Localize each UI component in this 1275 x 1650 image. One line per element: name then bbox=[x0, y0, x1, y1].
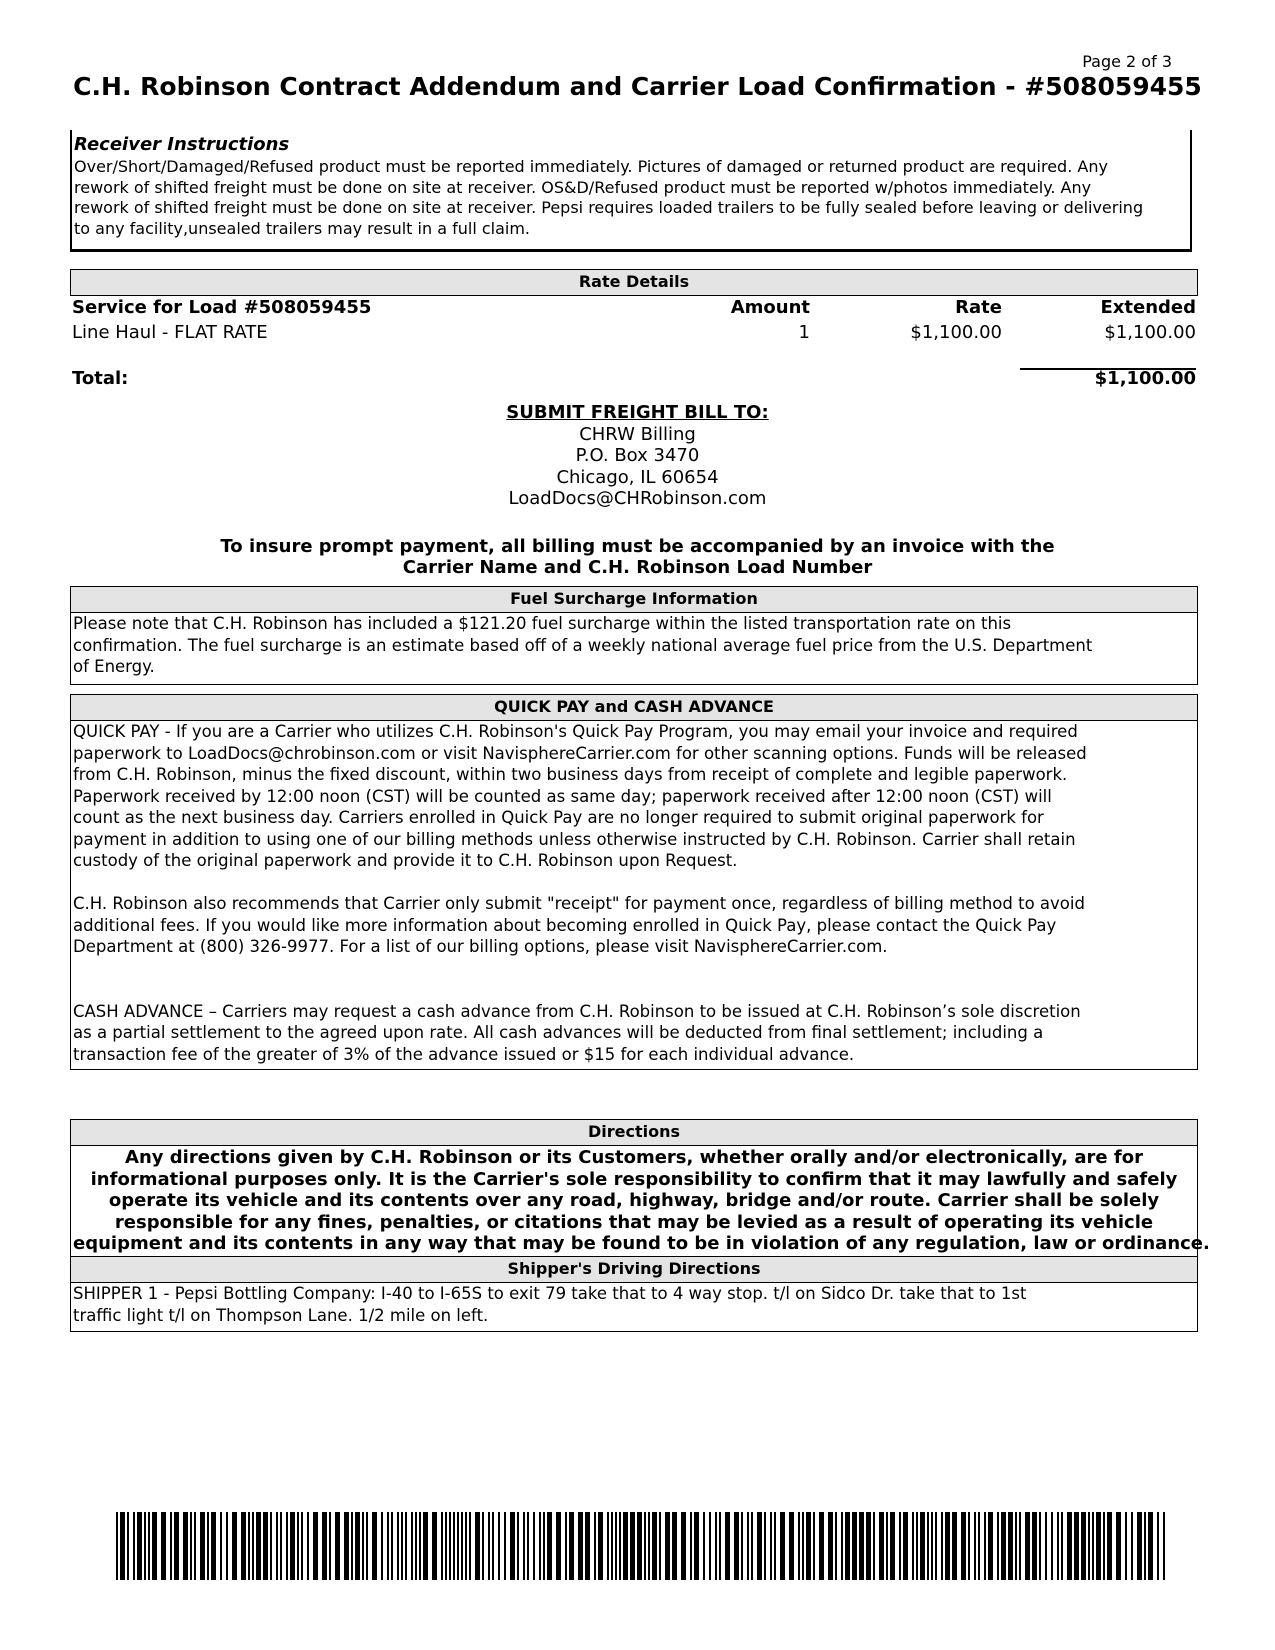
billing-note bbox=[100, 536, 1175, 578]
barcode-bar bbox=[912, 1512, 914, 1580]
barcode-bar bbox=[1163, 1512, 1165, 1580]
barcode-bar bbox=[1131, 1512, 1133, 1580]
barcode-bar bbox=[527, 1512, 529, 1580]
text-line: Please note that C.H. Robinson has included a $121.20 fuel surcharge within the listed transportation rate on this bbox=[73, 614, 1012, 633]
barcode-bar bbox=[144, 1512, 146, 1580]
barcode-bar bbox=[241, 1512, 246, 1580]
shipper-directions-text bbox=[70, 1282, 1198, 1332]
text-line: Carrier Name and C.H. Robinson Load Number bbox=[402, 557, 873, 578]
text-line: QUICK PAY - If you are a Carrier who utilizes C.H. Robinson's Quick Pay Program, you may email your invoice and required bbox=[73, 722, 1078, 741]
barcode-bar bbox=[709, 1512, 711, 1580]
barcode-bar bbox=[770, 1512, 772, 1580]
barcode-bar bbox=[313, 1512, 318, 1580]
barcode-bar bbox=[183, 1512, 188, 1580]
barcode-bar bbox=[419, 1512, 421, 1580]
barcode-bar bbox=[899, 1512, 901, 1580]
barcode-bar bbox=[1067, 1512, 1072, 1580]
text-line: custody of the original paperwork and provide it to C.H. Robinson upon Request. bbox=[73, 851, 738, 870]
barcode-bar bbox=[469, 1512, 471, 1580]
barcode-bar bbox=[401, 1512, 403, 1580]
barcode-bar bbox=[565, 1512, 567, 1580]
barcode-bar bbox=[813, 1512, 815, 1580]
barcode-bar bbox=[280, 1512, 282, 1580]
barcode-bar bbox=[719, 1512, 721, 1580]
address-line: Chicago, IL 60654 bbox=[556, 466, 719, 488]
barcode-bar bbox=[734, 1512, 739, 1580]
address-line: P.O. Box 3470 bbox=[575, 445, 700, 466]
barcode-bar bbox=[681, 1512, 686, 1580]
extended-column-header: Extended bbox=[1100, 297, 1196, 318]
barcode-bar bbox=[828, 1512, 833, 1580]
barcode-bar bbox=[789, 1512, 794, 1580]
text-line: Over/Short/Damaged/Refused product must be reported immediately. Pictures of damaged or returned product are required. Any bbox=[74, 157, 1108, 176]
directions-heading: Directions bbox=[70, 1119, 1198, 1146]
barcode-bar bbox=[1125, 1512, 1127, 1580]
text-line: traffic light t/l on Thompson Lane. 1/2 mile on left. bbox=[73, 1305, 489, 1325]
barcode-bar bbox=[725, 1512, 730, 1580]
barcode-bar bbox=[498, 1512, 500, 1580]
barcode-bar bbox=[774, 1512, 776, 1580]
barcode-bar bbox=[1092, 1512, 1094, 1580]
text-line: rework of shifted freight must be done on site at receiver. OS&D/Refused product must be reported w/photos immediately. Any bbox=[74, 177, 1092, 197]
barcode-bar bbox=[263, 1512, 268, 1580]
barcode-bar bbox=[116, 1512, 118, 1580]
barcode-bar bbox=[757, 1512, 762, 1580]
barcode-bar bbox=[351, 1512, 353, 1580]
barcode-bar bbox=[935, 1512, 937, 1580]
barcode-bar bbox=[715, 1512, 717, 1580]
barcode-bar bbox=[556, 1512, 561, 1580]
barcode-bar bbox=[941, 1512, 943, 1580]
extended-cell: $1,100.00 bbox=[1104, 322, 1196, 343]
barcode-bar bbox=[886, 1512, 888, 1580]
barcode-bar bbox=[504, 1512, 506, 1580]
barcode-bar bbox=[517, 1512, 519, 1580]
amount-cell: 1 bbox=[798, 322, 810, 343]
barcode-bar bbox=[841, 1512, 843, 1580]
receiver-instructions-text bbox=[74, 157, 1190, 239]
text-line: from C.H. Robinson, minus the fixed discount, within two business days from receipt of complete and legible paperwork. bbox=[73, 765, 1068, 784]
barcode-bar bbox=[931, 1512, 933, 1580]
service-cell: Line Haul - FLAT RATE bbox=[72, 322, 268, 343]
barcode-bar bbox=[329, 1512, 331, 1580]
barcode-bar bbox=[1039, 1512, 1041, 1580]
barcode-bar bbox=[307, 1512, 309, 1580]
barcode-bar bbox=[968, 1512, 970, 1580]
barcode-bar bbox=[997, 1512, 999, 1580]
barcode-bar bbox=[659, 1512, 661, 1580]
rate-details-heading: Rate Details bbox=[70, 269, 1198, 296]
text-line: Any directions given by C.H. Robinson or its Customers, whether orally and/or electronically, are for bbox=[125, 1147, 1143, 1168]
barcode-bar bbox=[133, 1512, 135, 1580]
fuel-surcharge-text bbox=[70, 612, 1198, 685]
barcode-bar bbox=[322, 1512, 327, 1580]
barcode-bar bbox=[703, 1512, 705, 1580]
text-line: rework of shifted freight must be done on site at receiver. Pepsi requires loaded trailers to be fully sealed before leaving or delivering bbox=[74, 198, 1144, 217]
text-line: CASH ADVANCE – Carriers may request a cash advance from C.H. Robinson to be issued at C.H. Robinson’s sole discretion bbox=[73, 1001, 1081, 1021]
service-column-header: Service for Load #508059455 bbox=[72, 297, 372, 318]
text-line: Paperwork received by 12:00 noon (CST) will be counted as same day; paperwork received after 12:00 noon (CST) will bbox=[73, 786, 1052, 806]
barcode-bar bbox=[764, 1512, 766, 1580]
barcode-bar bbox=[1074, 1512, 1079, 1580]
barcode-bar bbox=[961, 1512, 966, 1580]
page-number: Page 2 of 3 bbox=[1082, 52, 1172, 71]
text-line: informational purposes only. It is the Carrier's sole responsibility to confirm that it may lawfully and safely bbox=[90, 1168, 1178, 1190]
barcode-bar bbox=[598, 1512, 603, 1580]
barcode-bar bbox=[445, 1512, 447, 1580]
barcode-bar bbox=[1148, 1512, 1153, 1580]
barcode-bar bbox=[978, 1512, 980, 1580]
barcode-bar bbox=[1096, 1512, 1101, 1580]
barcode-bar bbox=[335, 1512, 340, 1580]
cash-advance-paragraph bbox=[73, 1001, 1195, 1066]
barcode-bar bbox=[453, 1512, 455, 1580]
barcode-bar bbox=[694, 1512, 699, 1580]
barcode-bar bbox=[1045, 1512, 1047, 1580]
barcode-bar bbox=[845, 1512, 850, 1580]
barcode-bar bbox=[637, 1512, 642, 1580]
barcode-bar bbox=[1025, 1512, 1030, 1580]
freight-bill-heading: SUBMIT FREIGHT BILL TO: bbox=[506, 402, 769, 423]
barcode-bar bbox=[220, 1512, 222, 1580]
barcode-bar bbox=[1107, 1512, 1112, 1580]
text-line: additional fees. If you would like more information about becoming enrolled in Quick Pay, please contact the Quick Pay bbox=[73, 915, 1057, 935]
barcode-bar bbox=[226, 1512, 228, 1580]
barcode-bar bbox=[648, 1512, 650, 1580]
barcode-bar bbox=[890, 1512, 895, 1580]
barcode-bar bbox=[672, 1512, 677, 1580]
barcode-bar bbox=[1032, 1512, 1037, 1580]
barcode-bar bbox=[523, 1512, 525, 1580]
barcode-bar bbox=[475, 1512, 480, 1580]
text-line: equipment and its contents in any way that may be found to be in violation of any regulation, law or ordinance. bbox=[73, 1233, 1210, 1254]
barcode-bar bbox=[578, 1512, 583, 1580]
barcode-bar bbox=[161, 1512, 166, 1580]
barcode-bar bbox=[988, 1512, 993, 1580]
receiver-instructions-heading: Receiver Instructions bbox=[74, 134, 290, 155]
barcode-bar bbox=[286, 1512, 288, 1580]
directions-disclaimer bbox=[70, 1145, 1210, 1257]
barcode-bar bbox=[1103, 1512, 1105, 1580]
barcode-bar bbox=[1061, 1512, 1063, 1580]
barcode-bar bbox=[652, 1512, 657, 1580]
text-line: SHIPPER 1 - Pepsi Bottling Company: I-40 to I-65S to exit 79 take that to 4 way stop. t/l on Sidco Dr. take that to 1st bbox=[73, 1284, 1027, 1303]
barcode-bar bbox=[405, 1512, 407, 1580]
barcode-bar bbox=[200, 1512, 205, 1580]
barcode-bar bbox=[174, 1512, 179, 1580]
barcode-bar bbox=[482, 1512, 484, 1580]
text-line: to any facility,unsealed trailers may result in a full claim. bbox=[74, 218, 531, 238]
address-line: CHRW Billing bbox=[579, 423, 696, 445]
barcode-bar bbox=[120, 1512, 125, 1580]
barcode-bar bbox=[1144, 1512, 1146, 1580]
barcode-bar bbox=[1015, 1512, 1017, 1580]
barcode-bar bbox=[852, 1512, 857, 1580]
barcode-bar bbox=[952, 1512, 957, 1580]
barcode-bar bbox=[916, 1512, 918, 1580]
barcode-bar bbox=[127, 1512, 129, 1580]
billing-email: LoadDocs@CHRobinson.com bbox=[508, 488, 767, 509]
quick-pay-text bbox=[70, 720, 1198, 1070]
shipper-directions-heading: Shipper's Driving Directions bbox=[70, 1256, 1198, 1283]
barcode bbox=[116, 1512, 1168, 1580]
barcode-bar bbox=[387, 1512, 389, 1580]
barcode-bar bbox=[690, 1512, 692, 1580]
barcode-bar bbox=[256, 1512, 261, 1580]
barcode-bar bbox=[397, 1512, 399, 1580]
barcode-bar bbox=[457, 1512, 459, 1580]
amount-column-header: Amount bbox=[730, 297, 810, 318]
barcode-bar bbox=[802, 1512, 804, 1580]
barcode-bar bbox=[355, 1512, 360, 1580]
text-line: transaction fee of the greater of 3% of the advance issued or $15 for each individual advance. bbox=[73, 1044, 855, 1064]
barcode-graphic bbox=[116, 1512, 1168, 1580]
quick-pay-heading: QUICK PAY and CASH ADVANCE bbox=[70, 694, 1198, 721]
barcode-bar bbox=[276, 1512, 278, 1580]
barcode-bar bbox=[411, 1512, 413, 1580]
barcode-bar bbox=[539, 1512, 541, 1580]
barcode-bar bbox=[232, 1512, 237, 1580]
barcode-bar bbox=[510, 1512, 515, 1580]
text-line: payment in addition to using one of our billing methods unless otherwise instructed by C.H. Robinson. Carrier shall retain bbox=[73, 829, 1076, 849]
barcode-bar bbox=[619, 1512, 621, 1580]
barcode-bar bbox=[615, 1512, 617, 1580]
barcode-bar bbox=[1001, 1512, 1006, 1580]
text-line: To insure prompt payment, all billing must be accompanied by an invoice with the bbox=[220, 536, 1055, 557]
barcode-bar bbox=[297, 1512, 299, 1580]
text-line: C.H. Robinson also recommends that Carrier only submit "receipt" for payment once, regardless of billing method to avoid bbox=[73, 894, 1085, 913]
barcode-bar bbox=[751, 1512, 753, 1580]
barcode-bar bbox=[569, 1512, 574, 1580]
barcode-bar bbox=[362, 1512, 364, 1580]
barcode-bar bbox=[190, 1512, 192, 1580]
barcode-bar bbox=[623, 1512, 628, 1580]
receiver-instructions bbox=[70, 130, 1192, 252]
text-line: confirmation. The fuel surcharge is an estimate based off of a weekly national average fuel price from the U.S. Department bbox=[73, 635, 1093, 655]
barcode-bar bbox=[344, 1512, 349, 1580]
barcode-bar bbox=[449, 1512, 451, 1580]
barcode-bar bbox=[270, 1512, 272, 1580]
barcode-bar bbox=[630, 1512, 635, 1580]
barcode-bar bbox=[461, 1512, 463, 1580]
barcode-bar bbox=[665, 1512, 670, 1580]
barcode-bar bbox=[974, 1512, 976, 1580]
barcode-bar bbox=[391, 1512, 393, 1580]
barcode-bar bbox=[644, 1512, 646, 1580]
barcode-bar bbox=[290, 1512, 295, 1580]
total-value: $1,100.00 bbox=[1094, 368, 1196, 389]
text-line: of Energy. bbox=[73, 657, 155, 676]
barcode-bar bbox=[1137, 1512, 1142, 1580]
barcode-bar bbox=[920, 1512, 925, 1580]
barcode-bar bbox=[152, 1512, 157, 1580]
total-label: Total: bbox=[72, 368, 129, 389]
barcode-bar bbox=[533, 1512, 535, 1580]
barcode-bar bbox=[798, 1512, 800, 1580]
barcode-bar bbox=[488, 1512, 490, 1580]
document-title: C.H. Robinson Contract Addendum and Carrier Load Confirmation - #508059455 bbox=[73, 72, 1202, 101]
barcode-bar bbox=[207, 1512, 209, 1580]
barcode-bar bbox=[547, 1512, 552, 1580]
barcode-bar bbox=[607, 1512, 609, 1580]
barcode-bar bbox=[594, 1512, 596, 1580]
barcode-bar bbox=[945, 1512, 950, 1580]
barcode-bar bbox=[543, 1512, 545, 1580]
barcode-bar bbox=[585, 1512, 590, 1580]
barcode-bar bbox=[806, 1512, 811, 1580]
barcode-bar bbox=[194, 1512, 196, 1580]
barcode-bar bbox=[741, 1512, 743, 1580]
barcode-bar bbox=[137, 1512, 142, 1580]
barcode-bar bbox=[372, 1512, 377, 1580]
rate-column-header: Rate bbox=[955, 297, 1002, 318]
barcode-bar bbox=[611, 1512, 613, 1580]
barcode-bar bbox=[819, 1512, 824, 1580]
barcode-bar bbox=[248, 1512, 250, 1580]
barcode-bar bbox=[148, 1512, 150, 1580]
barcode-bar bbox=[879, 1512, 884, 1580]
barcode-bar bbox=[1019, 1512, 1021, 1580]
barcode-bar bbox=[780, 1512, 785, 1580]
barcode-bar bbox=[423, 1512, 428, 1580]
barcode-bar bbox=[927, 1512, 929, 1580]
barcode-bar bbox=[984, 1512, 986, 1580]
text-line: Department at (800) 326-9977. For a list of our billing options, please visit NavisphereCarrier.com. bbox=[73, 937, 888, 956]
barcode-bar bbox=[835, 1512, 837, 1580]
barcode-bar bbox=[381, 1512, 383, 1580]
barcode-bar bbox=[252, 1512, 254, 1580]
barcode-bar bbox=[1088, 1512, 1090, 1580]
barcode-bar bbox=[873, 1512, 875, 1580]
freight-bill-address bbox=[200, 402, 1075, 510]
text-line: paperwork to LoadDocs@chrobinson.com or visit NavisphereCarrier.com for other scanning options. Funds will be released bbox=[73, 743, 1087, 763]
barcode-bar bbox=[903, 1512, 908, 1580]
barcode-bar bbox=[1057, 1512, 1059, 1580]
barcode-bar bbox=[170, 1512, 172, 1580]
recommendation-paragraph bbox=[73, 893, 1195, 958]
barcode-bar bbox=[211, 1512, 216, 1580]
text-line: operate its vehicle and its contents over any road, highway, bridge and/or route. Carrier shall be solely bbox=[108, 1190, 1160, 1211]
barcode-bar bbox=[492, 1512, 494, 1580]
barcode-bar bbox=[1157, 1512, 1159, 1580]
text-line: as a partial settlement to the agreed upon rate. All cash advances will be deducted from final settlement; including a bbox=[73, 1023, 1044, 1042]
barcode-bar bbox=[1051, 1512, 1053, 1580]
barcode-bar bbox=[415, 1512, 417, 1580]
barcode-bar bbox=[1081, 1512, 1086, 1580]
barcode-bar bbox=[465, 1512, 467, 1580]
barcode-bar bbox=[441, 1512, 443, 1580]
barcode-bar bbox=[366, 1512, 368, 1580]
barcode-bar bbox=[301, 1512, 303, 1580]
barcode-bar bbox=[747, 1512, 749, 1580]
barcode-bar bbox=[859, 1512, 864, 1580]
barcode-bar bbox=[866, 1512, 871, 1580]
rate-cell: $1,100.00 bbox=[910, 322, 1002, 343]
barcode-bar bbox=[1008, 1512, 1013, 1580]
fuel-surcharge-heading: Fuel Surcharge Information bbox=[70, 586, 1198, 613]
quick-pay-paragraph bbox=[73, 721, 1195, 872]
text-line: responsible for any fines, penalties, or citations that may be levied as a result of operating its vehicle bbox=[114, 1211, 1154, 1233]
barcode-bar bbox=[1116, 1512, 1121, 1580]
barcode-bar bbox=[432, 1512, 437, 1580]
text-line: count as the next business day. Carriers enrolled in Quick Pay are no longer required to submit original paperwork for bbox=[73, 808, 1044, 827]
